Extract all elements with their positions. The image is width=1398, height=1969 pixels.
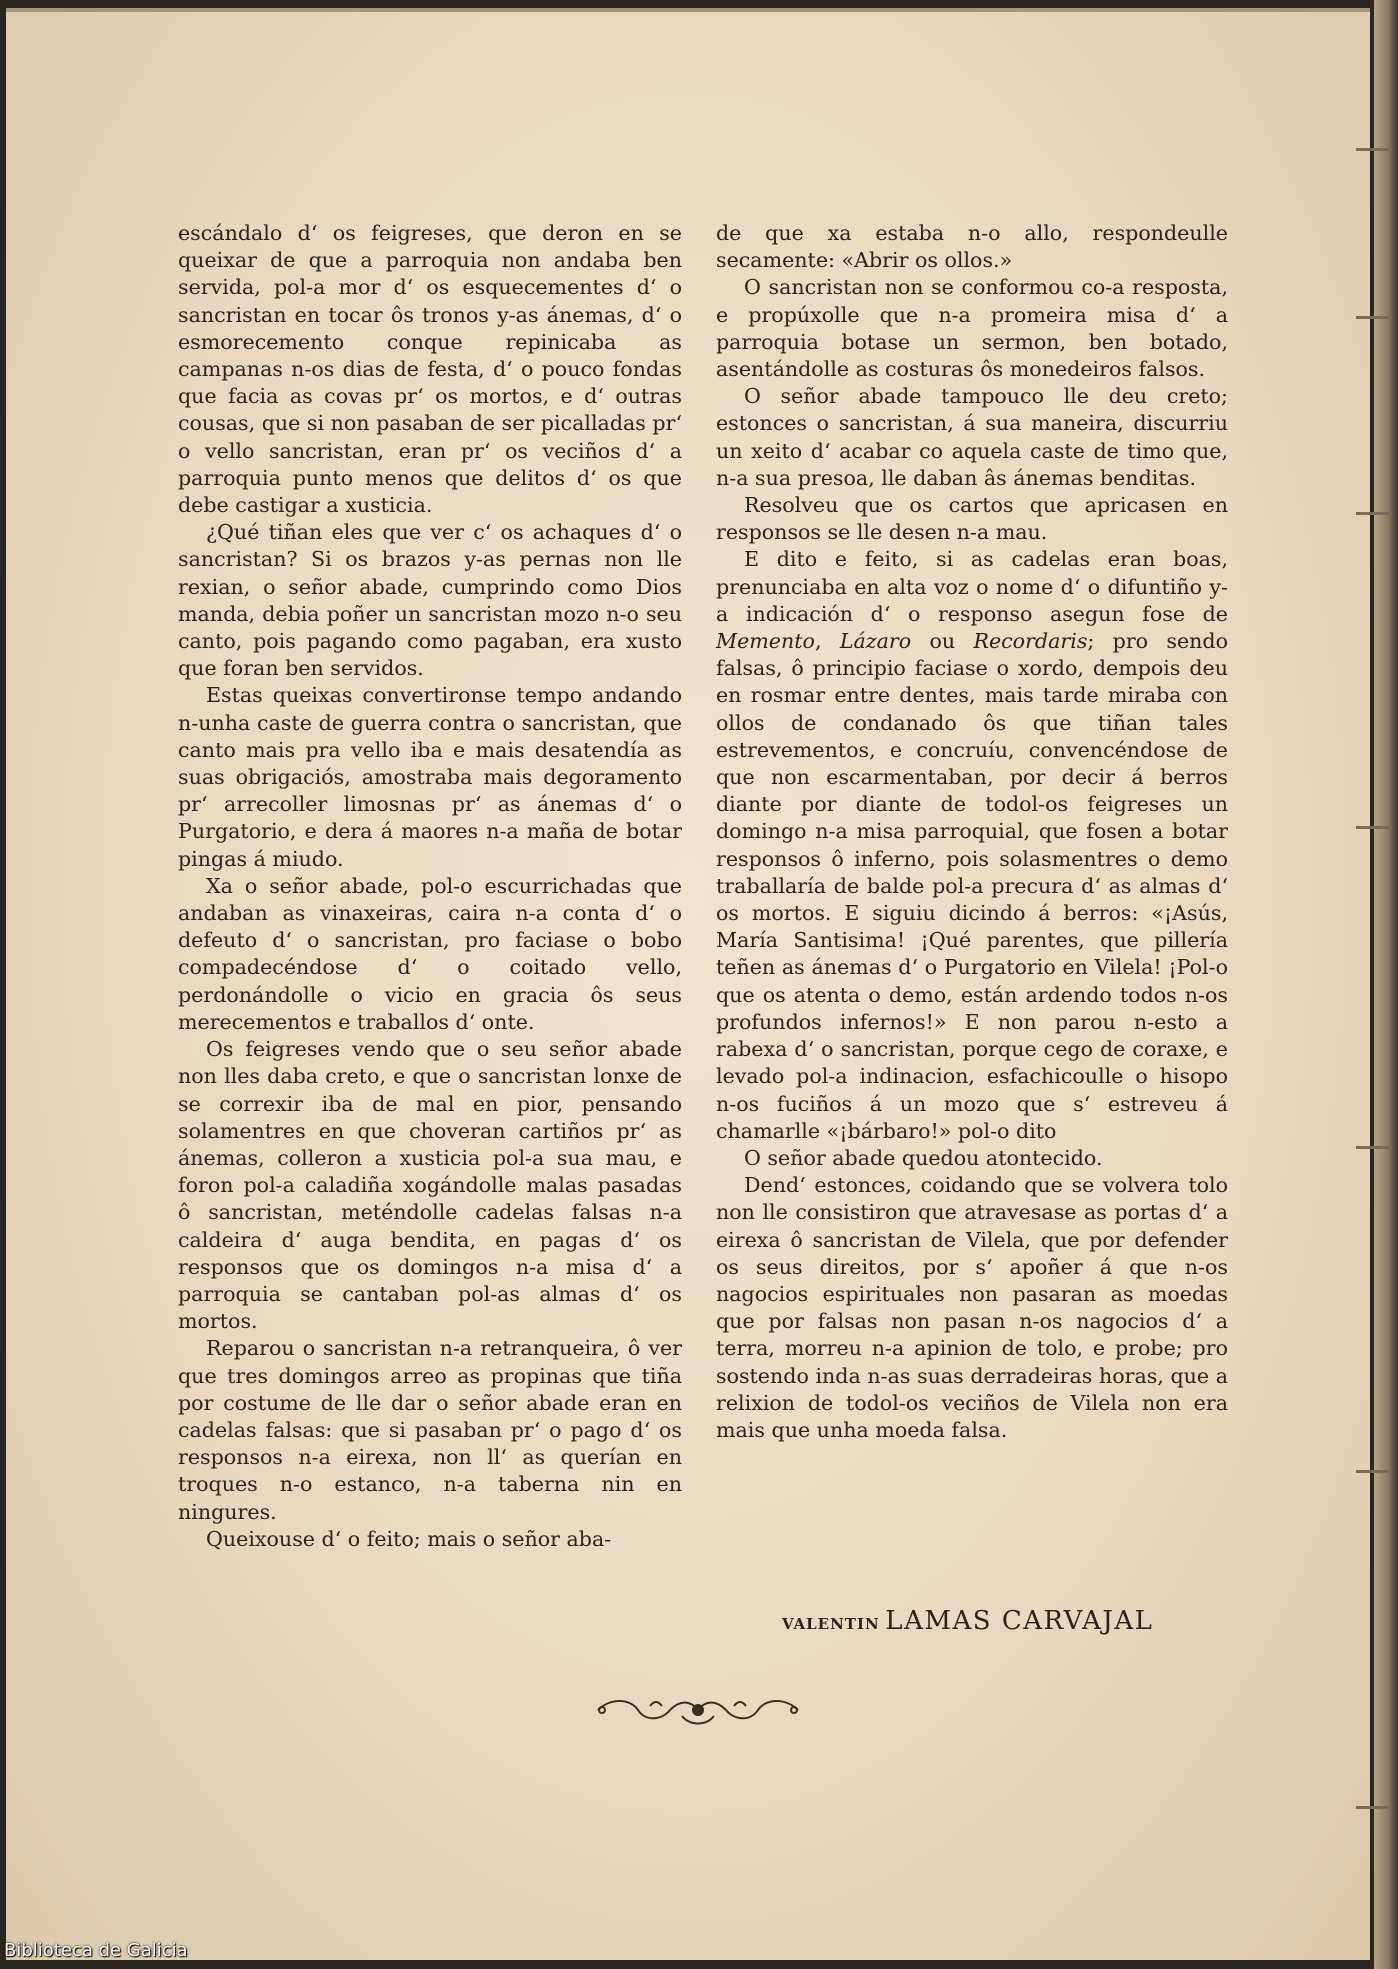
paragraph: [716, 546, 1228, 1144]
paragraph: O sancristan non se conformou co-a resposta, e propúxolle que n-a promeira misa d‘ a parroquia botase un sermon, ben botado, asentándolle as costuras ôs monedeiros falsos.: [716, 275, 1228, 382]
floral-ornament-icon: [590, 1692, 806, 1728]
paragraph: Resolveu que os cartos que apricasen en responsos se lle desen n-a mau.: [716, 493, 1228, 545]
binding-mark: [1356, 1470, 1392, 1473]
text-run: ; pro sendo falsas, ô principio faciase o xordo, dempois deu en rosmar entre dentes, mais tarde miraba con ollos de condanado ôs que tiñan tales estrevementos, e concruíu, convencéndose de que non escarmentaban, por decir á berros diante por diante de todol-os feigreses un domingo n-a misa parroquial, que fosen a botar responsos ô inferno, pois solasmentres o demo traballaría de balde pol-a precura d‘ as almas d‘ os mortos. E siguiu dicindo á berros: «¡Asús, María Santisima! ¡Qué parentes, que pillería teñen as ánemas d‘ o Purgatorio en Vilela! ¡Pol-o que os atenta o demo, están ardendo todos n-os profundos infernos!» E non parou n-esto a rabexa d‘ o sancristan, porque cego de coraxe, e levado pol-a indinacion, esfachicoulle o hisopo n-os fuciños á un mozo que s‘ estreveu á chamarlle «¡bárbaro!» pol-o dito: [716, 629, 1228, 1143]
right-column: [716, 220, 1228, 1444]
author-first-name: VALENTIN: [782, 1615, 880, 1633]
text-run: ,: [814, 629, 840, 654]
paragraph: escándalo d‘ os feigreses, que deron en se queixar de que a parroquia non andaba ben servida, pol-a mor d‘ os esquecementes d‘ o sancristan en tocar ôs tronos y-as ánemas, d‘ o esmorecemento conque repinicaba as campanas n-os dias de festa, d‘ o pouco fondas que facia as covas pr‘ os mortos, e d‘ outras cousas, que si non pasaban de ser picalladas pr‘ o vello sancristan, eran pr‘ os veciños d‘ a parroquia punto menos que delitos d‘ os que debe castigar a xusticia.: [178, 221, 682, 518]
paragraph: O señor abade quedou atontecido.: [744, 1145, 1103, 1170]
italic-term: Recordaris: [973, 629, 1088, 654]
author-signature: [782, 1606, 1202, 1636]
binding-mark: [1356, 148, 1392, 151]
paragraph: Reparou o sancristan n-a retranqueira, ô ver que tres domingos arreo as propinas que tiña por costume de lle dar o señor abade eran en cadelas falsas: que si pasaban pr‘ o pago d‘ os responsos n-a eirexa, non ll‘ as querían en troques n-o estanco, n-a taberna nin en ningures.: [178, 1336, 682, 1524]
paragraph: Queixouse d‘ o feito; mais o señor aba-: [206, 1526, 612, 1551]
author-last-name: LAMAS CARVAJAL: [885, 1606, 1154, 1636]
paragraph: Dend‘ estonces, coidando que se volvera tolo non lle consistiron que atravesase as portas d‘ a eirexa ô sancristan de Vilela, que por defender os seus direitos, por s‘ apoñer á que n-os nagocios espirituales non pasaran as moedas que por falsas non pasan n-os nagocios d‘ a terra, morreu n-a apinion de tolo, e probe; pro sostendo inda n-as suas derradeiras horas, que a relixion de todol-os veciños de Vilela non era mais que unha moeda falsa.: [716, 1173, 1228, 1442]
paragraph: ¿Qué tiñan eles que ver c‘ os achaques d‘ o sancristan? Si os brazos y-as pernas non lle rexian, o señor abade, cumprindo como Dios manda, debia poñer un sancristan mozo n-o seu canto, pois pagando como pagaban, era xusto que foran ben servidos.: [178, 520, 682, 681]
paragraph: Os feigreses vendo que o seu señor abade non lles daba creto, e que o sancristan lonxe de se correxir iba de mal en pior, pensando solamentres en que choveran cartiños pr‘ as ánemas, colleron a xusticia pol-a sua mau, e foron pol-a caladiña xogándolle malas pasadas ô sancristan, meténdolle cadelas falsas n-a caldeira d‘ auga bendita, en pagas d‘ os responsos que os domingos n-a misa d‘ a parroquia se cantaban pol-as almas d‘ os mortos.: [178, 1037, 682, 1334]
italic-term: Lázaro: [839, 629, 912, 654]
text-run: ou: [911, 629, 974, 654]
paragraph: O señor abade tampouco lle deu creto; estonces o sancristan, á sua maneira, discurriu un xeito d‘ acabar co aquela caste de timo que, n-a sua presoa, lle daban âs ánemas benditas.: [716, 384, 1228, 490]
library-watermark: Biblioteca de Galicia: [4, 1940, 188, 1961]
italic-term: Memento: [716, 629, 815, 654]
binding-mark: [1356, 512, 1392, 515]
text-run: E dito e feito, si as cadelas eran boas, prenunciaba en alta voz o nome d‘ o difuntiño y-a indicación d‘ o responso asegun fose de: [716, 547, 1228, 626]
paragraph: Estas queixas convertironse tempo andando n-unha caste de guerra contra o sancristan, que canto mais pra vello iba e mais desatendía as suas obrigaciós, amostraba mais degoramento pr‘ arrecoller limosnas pr‘ as ánemas d‘ o Purgatorio, e dera á maores n-a maña de botar pingas á miudo.: [178, 683, 682, 871]
paragraph: de que xa estaba n-o allo, respondeulle secamente: «Abrir os ollos.»: [716, 221, 1228, 273]
page-top-rule: [6, 8, 1370, 12]
newspaper-page: [6, 8, 1370, 1960]
left-column: [178, 220, 682, 1553]
book-spine: [1374, 0, 1398, 1969]
binding-mark: [1356, 1806, 1392, 1809]
paragraph: Xa o señor abade, pol-o escurrichadas que andaban as vinaxeiras, caira n-a conta d‘ o defeuto d‘ o sancristan, pro faciase o bobo compadecéndose d‘ o coitado vello, perdonándolle o vicio en gracia ôs seus merecementos e traballos d‘ onte.: [178, 873, 682, 1034]
binding-mark: [1356, 1146, 1392, 1149]
binding-mark: [1356, 316, 1392, 319]
binding-mark: [1356, 826, 1392, 829]
